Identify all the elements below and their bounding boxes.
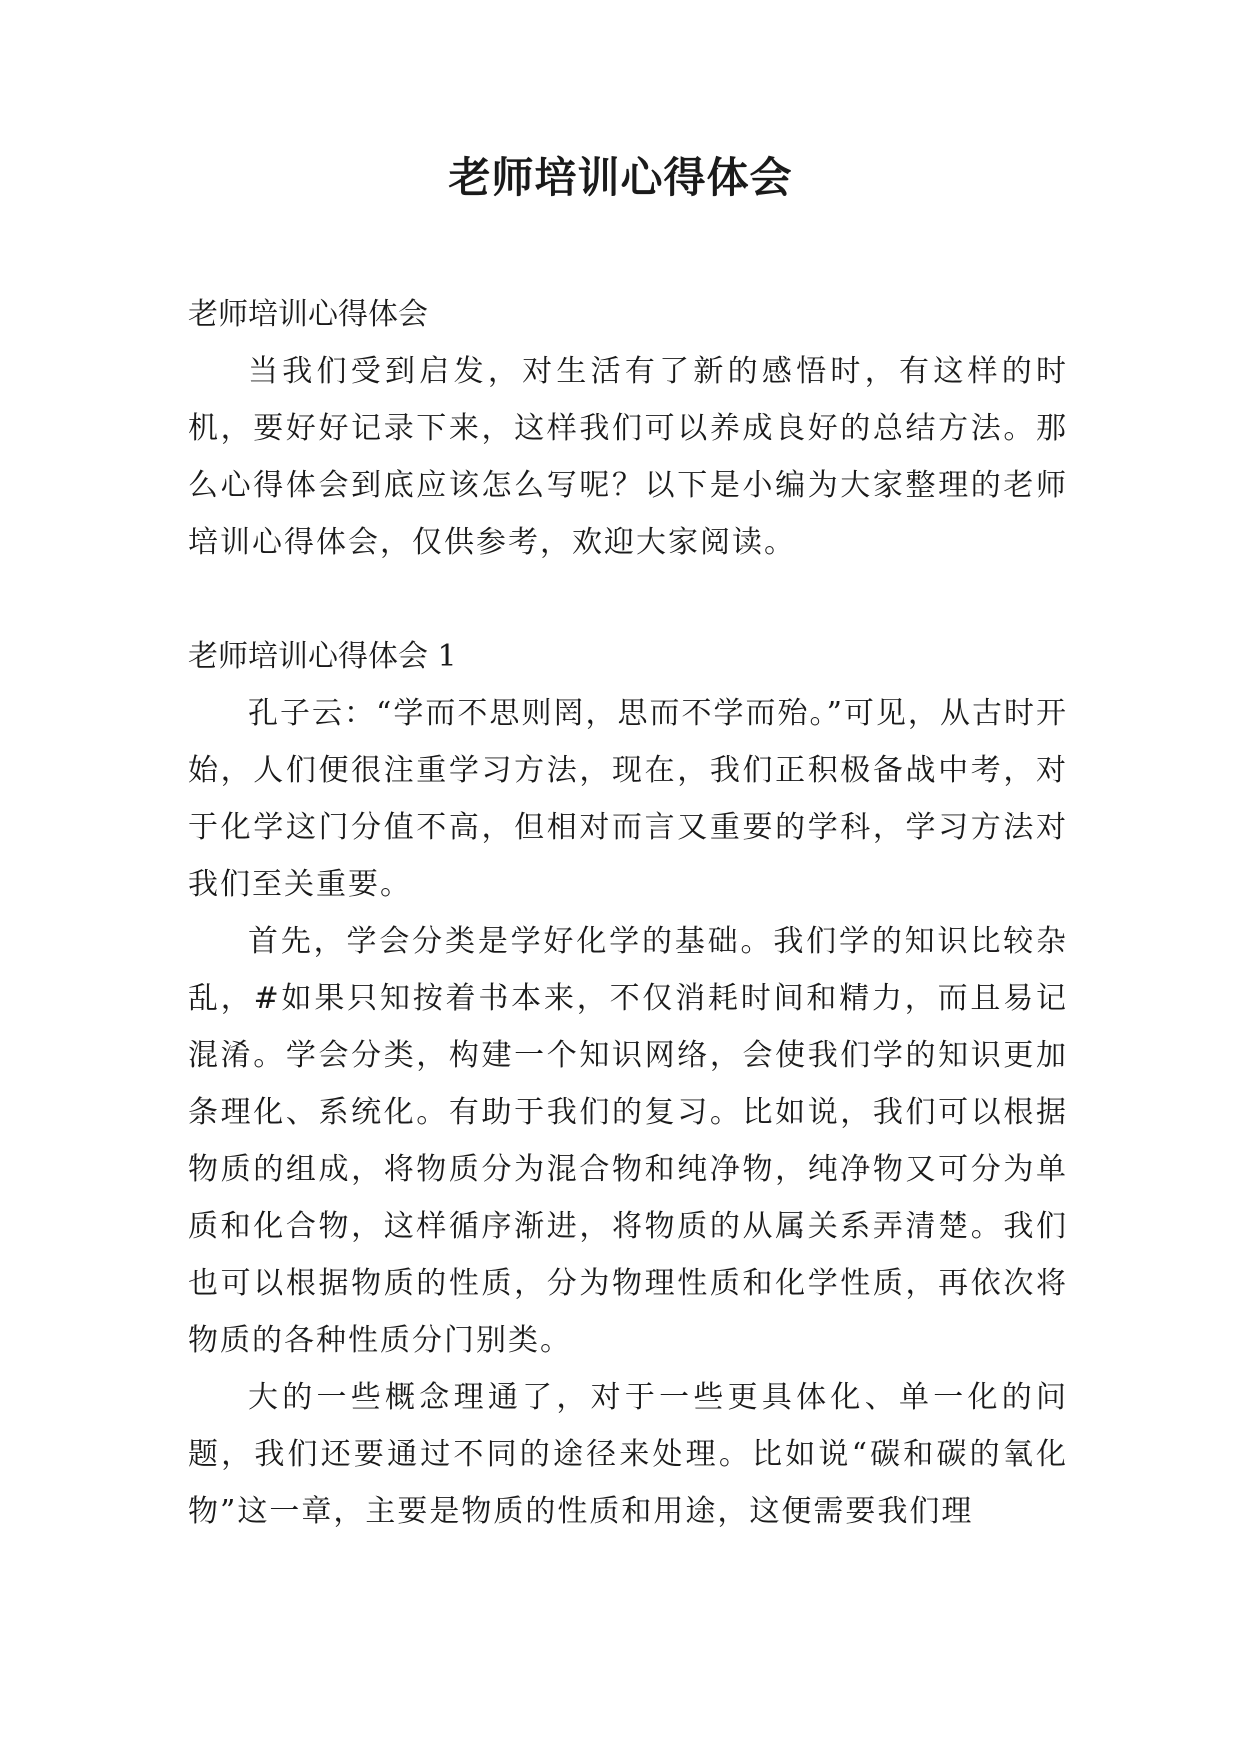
section-1-paragraph-2: 首先，学会分类是学好化学的基础。我们学的知识比较杂乱，#如果只知按着书本来，不仅消耗时间和精力，而且易记混淆。学会分类，构建一个知识网络，会使我们学的知识更加条理化、系统化。有助于我们的复习。比如说，我们可以根据物质的组成，将物质分为混合物和纯净物，纯净物又可分为单质和化合物，这样循序渐进，将物质的从属关系弄清楚。我们也可以根据物质的性质，分为物理性质和化学性质，再依次将物质的各种性质分门别类。 — [188, 924, 1068, 1358]
intro-paragraph: 当我们受到启发，对生活有了新的感悟时，有这样的时机，要好好记录下来，这样我们可以养成良好的总结方法。那么心得体会到底应该怎么写呢？以下是小编为大家整理的老师培训心得体会，仅供参考，欢迎大家阅读。 — [188, 354, 1068, 560]
document-body — [188, 286, 1068, 1540]
section-1-heading: 老师培训心得体会 1 — [188, 639, 457, 674]
section-spacer — [188, 571, 1068, 628]
intro-heading: 老师培训心得体会 — [188, 297, 428, 332]
document-title: 老师培训心得体会 — [448, 153, 793, 202]
section-1-paragraph-3: 大的一些概念理通了，对于一些更具体化、单一化的问题，我们还要通过不同的途径来处理。比如说“碳和碳的氧化物”这一章，主要是物质的性质和用途，这便需要我们理 — [188, 1380, 1068, 1529]
section-1-paragraph-1: 孔子云：“学而不思则罔，思而不学而殆。”可见，从古时开始，人们便很注重学习方法，现在，我们正积极备战中考，对于化学这门分值不高，但相对而言又重要的学科，学习方法对我们至关重要。 — [188, 696, 1068, 902]
